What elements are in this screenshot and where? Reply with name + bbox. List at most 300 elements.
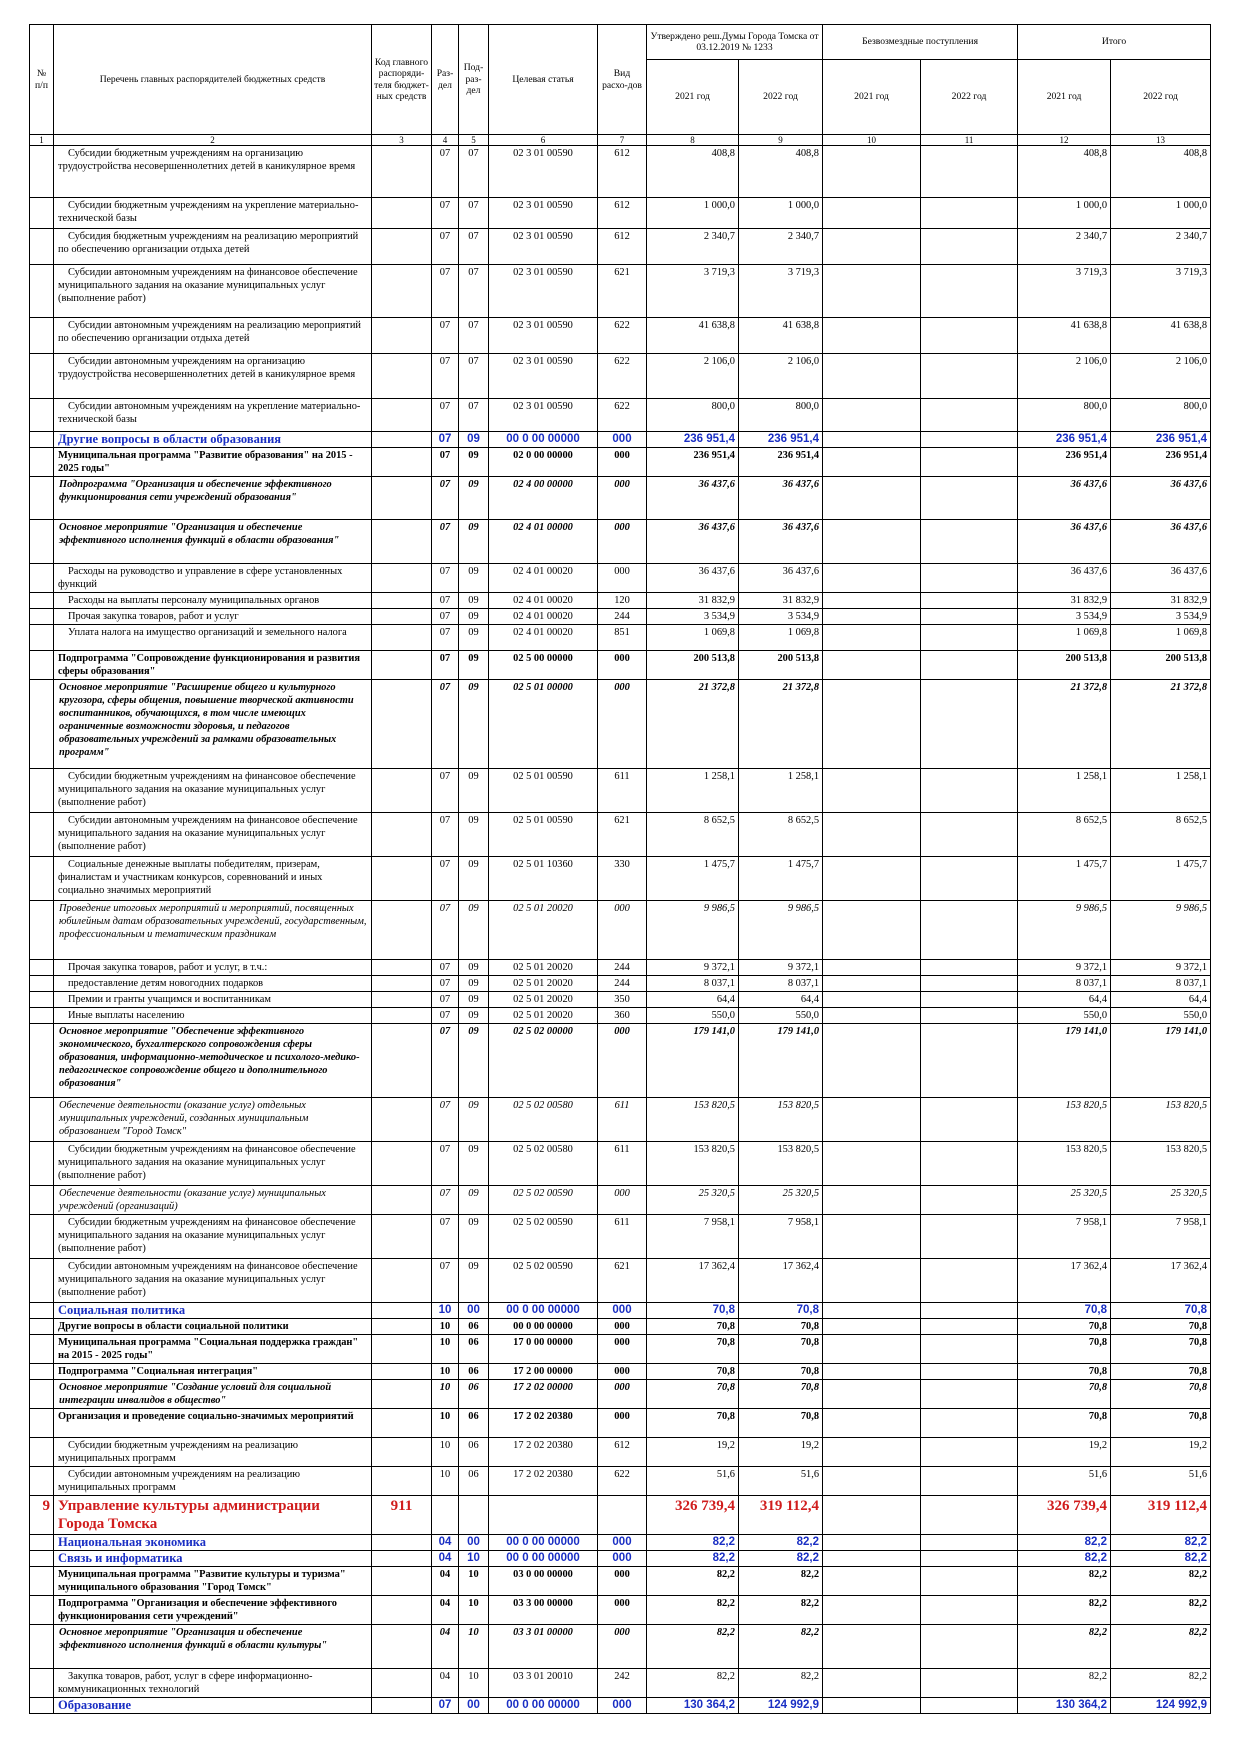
row-gratis-2022: [921, 1496, 1018, 1535]
row-target: 02 4 01 00020: [489, 625, 598, 651]
row-vid: 244: [598, 960, 647, 976]
row-total-2021: 7 958,1: [1018, 1215, 1111, 1259]
row-approved-2022: 31 832,9: [739, 593, 823, 609]
row-razdel: 07: [432, 265, 459, 318]
row-razdel: 07: [432, 1008, 459, 1024]
row-razdel: 07: [432, 318, 459, 354]
row-approved-2021: 550,0: [647, 1008, 739, 1024]
row-name: Субсидии автономным учреждениям на организацию трудоустройства несовершеннолетних детей в каникулярное время: [54, 354, 372, 399]
row-gratis-2022: [921, 1698, 1018, 1714]
row-razdel: 07: [432, 857, 459, 901]
row-podrazdel: 10: [459, 1596, 489, 1625]
row-target: 03 3 01 00000: [489, 1625, 598, 1669]
row-name: Расходы на выплаты персоналу муниципальных органов: [54, 593, 372, 609]
row-gratis-2022: [921, 680, 1018, 769]
row-approved-2022: 236 951,4: [739, 432, 823, 448]
row-target: [489, 1496, 598, 1535]
row-code: [372, 146, 432, 198]
row-name: Субсидии автономным учреждениям на реализацию муниципальных программ: [54, 1467, 372, 1496]
row-code: [372, 399, 432, 432]
row-num: [30, 1551, 54, 1567]
row-approved-2022: 70,8: [739, 1319, 823, 1335]
row-num: [30, 564, 54, 593]
row-razdel: 07: [432, 354, 459, 399]
row-approved-2022: 17 362,4: [739, 1259, 823, 1303]
row-name: Муниципальная программа "Социальная поддержка граждан" на 2015 - 2025 годы": [54, 1335, 372, 1364]
row-total-2022: 550,0: [1111, 1008, 1211, 1024]
row-code: [372, 520, 432, 564]
row-code: [372, 593, 432, 609]
row-gratis-2021: [823, 354, 921, 399]
row-name: Субсидии бюджетным учреждениям на финансовое обеспечение муниципального задания на оказание муниципальных услуг (выполнение работ): [54, 769, 372, 813]
row-code: [372, 1535, 432, 1551]
row-gratis-2022: [921, 1215, 1018, 1259]
row-gratis-2021: [823, 1409, 921, 1438]
header-approved-2022: 2022 год: [739, 60, 823, 135]
row-gratis-2021: [823, 520, 921, 564]
row-total-2021: 236 951,4: [1018, 432, 1111, 448]
table-row: [30, 651, 1211, 680]
row-num: [30, 146, 54, 198]
row-gratis-2021: [823, 1364, 921, 1380]
table-row: [30, 593, 1211, 609]
row-total-2022: 319 112,4: [1111, 1496, 1211, 1535]
row-num: [30, 1380, 54, 1409]
row-gratis-2022: [921, 1303, 1018, 1319]
row-num: [30, 1215, 54, 1259]
row-name: Проведение итоговых мероприятий и мероприятий, посвященных юбилейным датам образовательных учреждений, государственным, профессиональным и тематическим праздникам: [54, 901, 372, 960]
row-name: Субсидия бюджетным учреждениям на реализацию мероприятий по обеспечению организации отдыха детей: [54, 229, 372, 265]
row-total-2021: 70,8: [1018, 1303, 1111, 1319]
col-number: 1: [30, 135, 54, 146]
row-gratis-2021: [823, 448, 921, 477]
row-razdel: 04: [432, 1551, 459, 1567]
row-target: 02 5 02 00000: [489, 1024, 598, 1098]
row-total-2022: 17 362,4: [1111, 1259, 1211, 1303]
row-approved-2022: 82,2: [739, 1625, 823, 1669]
row-approved-2022: 82,2: [739, 1535, 823, 1551]
row-total-2022: 1 000,0: [1111, 198, 1211, 229]
row-num: [30, 432, 54, 448]
row-gratis-2022: [921, 901, 1018, 960]
row-approved-2021: 25 320,5: [647, 1186, 739, 1215]
row-total-2022: 51,6: [1111, 1467, 1211, 1496]
row-vid: 622: [598, 399, 647, 432]
row-podrazdel: 09: [459, 520, 489, 564]
row-total-2021: 82,2: [1018, 1596, 1111, 1625]
row-razdel: 07: [432, 813, 459, 857]
row-podrazdel: 09: [459, 1215, 489, 1259]
row-vid: 000: [598, 1303, 647, 1319]
table-row: [30, 1380, 1211, 1409]
row-name: Муниципальная программа "Развитие культуры и туризма" муниципального образования "Город Томск": [54, 1567, 372, 1596]
row-razdel: 04: [432, 1669, 459, 1698]
row-gratis-2022: [921, 1142, 1018, 1186]
row-code: [372, 1698, 432, 1714]
row-total-2022: 200 513,8: [1111, 651, 1211, 680]
row-target: 02 4 01 00020: [489, 593, 598, 609]
row-podrazdel: 09: [459, 651, 489, 680]
row-approved-2021: 153 820,5: [647, 1098, 739, 1142]
row-razdel: 07: [432, 432, 459, 448]
row-approved-2022: 1 000,0: [739, 198, 823, 229]
row-vid: 000: [598, 477, 647, 520]
row-total-2021: 800,0: [1018, 399, 1111, 432]
row-razdel: 10: [432, 1467, 459, 1496]
row-approved-2021: 408,8: [647, 146, 739, 198]
row-podrazdel: 09: [459, 609, 489, 625]
row-podrazdel: 06: [459, 1467, 489, 1496]
budget-sheet: [29, 24, 1210, 1714]
table-row: [30, 813, 1211, 857]
row-gratis-2021: [823, 1303, 921, 1319]
row-total-2022: 82,2: [1111, 1596, 1211, 1625]
row-vid: 000: [598, 448, 647, 477]
table-row: [30, 432, 1211, 448]
row-name: Субсидии бюджетным учреждениям на финансовое обеспечение муниципального задания на оказание муниципальных услуг (выполнение работ): [54, 1142, 372, 1186]
row-code: [372, 1098, 432, 1142]
row-total-2021: 179 141,0: [1018, 1024, 1111, 1098]
row-name: Основное мероприятие "Расширение общего и культурного кругозора, сферы общения, повышение творческой активности воспитанников, обучающихся, в том числе имеющих ограниченные возможности здоровья, и педагогов образовательных учреждений за рамками образовательных программ": [54, 680, 372, 769]
row-num: [30, 1008, 54, 1024]
row-approved-2021: 1 475,7: [647, 857, 739, 901]
row-gratis-2021: [823, 146, 921, 198]
table-row: [30, 354, 1211, 399]
row-total-2021: 36 437,6: [1018, 520, 1111, 564]
row-vid: 851: [598, 625, 647, 651]
row-gratis-2022: [921, 318, 1018, 354]
row-total-2022: 2 340,7: [1111, 229, 1211, 265]
row-podrazdel: 06: [459, 1335, 489, 1364]
row-name: Подпрограмма "Организация и обеспечение эффективного функционирования сети учреждений образования": [54, 477, 372, 520]
row-target: 02 0 00 00000: [489, 448, 598, 477]
row-razdel: 10: [432, 1335, 459, 1364]
row-approved-2021: 70,8: [647, 1303, 739, 1319]
row-podrazdel: 09: [459, 1098, 489, 1142]
header-total: Итого: [1018, 25, 1211, 60]
row-target: 17 2 02 20380: [489, 1438, 598, 1467]
row-podrazdel: 09: [459, 477, 489, 520]
row-vid: 622: [598, 354, 647, 399]
row-approved-2022: 124 992,9: [739, 1698, 823, 1714]
row-gratis-2022: [921, 520, 1018, 564]
row-total-2021: 70,8: [1018, 1335, 1111, 1364]
table-row: [30, 1467, 1211, 1496]
row-code: [372, 976, 432, 992]
table-row: [30, 564, 1211, 593]
table-row: [30, 1024, 1211, 1098]
table-row: [30, 769, 1211, 813]
row-razdel: 07: [432, 1698, 459, 1714]
row-name: Закупка товаров, работ, услуг в сфере информационно-коммуникационных технологий: [54, 1669, 372, 1698]
row-approved-2022: 153 820,5: [739, 1098, 823, 1142]
row-approved-2021: 70,8: [647, 1380, 739, 1409]
row-gratis-2021: [823, 680, 921, 769]
row-approved-2022: 51,6: [739, 1467, 823, 1496]
row-target: 02 3 01 00590: [489, 146, 598, 198]
row-gratis-2022: [921, 1098, 1018, 1142]
row-code: [372, 1380, 432, 1409]
row-podrazdel: 09: [459, 976, 489, 992]
row-total-2022: 408,8: [1111, 146, 1211, 198]
table-row: [30, 1303, 1211, 1319]
row-gratis-2022: [921, 1335, 1018, 1364]
row-num: [30, 960, 54, 976]
row-gratis-2022: [921, 813, 1018, 857]
table-row: [30, 1409, 1211, 1438]
row-gratis-2022: [921, 992, 1018, 1008]
header-num: № п/п: [30, 25, 54, 135]
row-code: [372, 769, 432, 813]
row-total-2021: 200 513,8: [1018, 651, 1111, 680]
header-name: Перечень главных распорядителей бюджетных средств: [54, 25, 372, 135]
row-code: [372, 354, 432, 399]
table-row: [30, 625, 1211, 651]
row-num: [30, 625, 54, 651]
row-approved-2022: 8 652,5: [739, 813, 823, 857]
row-gratis-2021: [823, 265, 921, 318]
row-vid: 622: [598, 318, 647, 354]
row-approved-2021: 1 069,8: [647, 625, 739, 651]
row-podrazdel: 07: [459, 399, 489, 432]
row-total-2022: 82,2: [1111, 1669, 1211, 1698]
row-gratis-2022: [921, 1364, 1018, 1380]
row-gratis-2022: [921, 229, 1018, 265]
row-vid: 611: [598, 1215, 647, 1259]
row-total-2022: 70,8: [1111, 1364, 1211, 1380]
row-num: [30, 1467, 54, 1496]
row-target: 02 5 01 10360: [489, 857, 598, 901]
table-row: [30, 1259, 1211, 1303]
row-target: 02 5 02 00590: [489, 1215, 598, 1259]
row-approved-2022: 36 437,6: [739, 477, 823, 520]
table-row: [30, 399, 1211, 432]
row-total-2021: 70,8: [1018, 1380, 1111, 1409]
row-gratis-2021: [823, 399, 921, 432]
row-approved-2022: 70,8: [739, 1303, 823, 1319]
row-name: Управление культуры администрации Города Томска: [54, 1496, 372, 1535]
row-target: 02 5 02 00590: [489, 1259, 598, 1303]
row-razdel: 10: [432, 1438, 459, 1467]
col-number: 11: [921, 135, 1018, 146]
row-approved-2022: 9 986,5: [739, 901, 823, 960]
col-number: 3: [372, 135, 432, 146]
row-code: [372, 1215, 432, 1259]
row-approved-2021: 31 832,9: [647, 593, 739, 609]
row-total-2021: 153 820,5: [1018, 1142, 1111, 1186]
table-row: [30, 477, 1211, 520]
row-num: [30, 1409, 54, 1438]
row-gratis-2021: [823, 901, 921, 960]
row-total-2022: 3 719,3: [1111, 265, 1211, 318]
row-approved-2022: 2 340,7: [739, 229, 823, 265]
row-gratis-2021: [823, 564, 921, 593]
col-number: 13: [1111, 135, 1211, 146]
row-total-2021: 130 364,2: [1018, 1698, 1111, 1714]
table-row: [30, 265, 1211, 318]
header-total-2022: 2022 год: [1111, 60, 1211, 135]
row-vid: 000: [598, 680, 647, 769]
row-code: [372, 1438, 432, 1467]
row-total-2021: 21 372,8: [1018, 680, 1111, 769]
row-razdel: 04: [432, 1596, 459, 1625]
header-gratis: Безвозмездные поступления: [823, 25, 1018, 60]
row-target: 02 4 01 00020: [489, 564, 598, 593]
row-code: [372, 1625, 432, 1669]
row-approved-2022: 70,8: [739, 1409, 823, 1438]
row-total-2022: 82,2: [1111, 1551, 1211, 1567]
row-razdel: [432, 1496, 459, 1535]
row-target: 02 3 01 00590: [489, 198, 598, 229]
row-target: 03 3 00 00000: [489, 1596, 598, 1625]
row-approved-2022: 3 534,9: [739, 609, 823, 625]
row-razdel: 07: [432, 564, 459, 593]
row-approved-2021: 9 986,5: [647, 901, 739, 960]
row-vid: [598, 1496, 647, 1535]
row-total-2022: 9 372,1: [1111, 960, 1211, 976]
row-razdel: 07: [432, 1259, 459, 1303]
row-name: Субсидии бюджетным учреждениям на реализацию муниципальных программ: [54, 1438, 372, 1467]
row-vid: 000: [598, 1409, 647, 1438]
table-row: [30, 1596, 1211, 1625]
row-target: 03 3 01 20010: [489, 1669, 598, 1698]
row-num: [30, 651, 54, 680]
row-razdel: 04: [432, 1567, 459, 1596]
row-target: 02 5 01 00000: [489, 680, 598, 769]
row-podrazdel: 09: [459, 1186, 489, 1215]
row-name: Премии и гранты учащимся и воспитанникам: [54, 992, 372, 1008]
row-total-2022: 70,8: [1111, 1319, 1211, 1335]
row-num: [30, 399, 54, 432]
row-razdel: 07: [432, 1024, 459, 1098]
row-total-2022: 70,8: [1111, 1303, 1211, 1319]
row-approved-2022: 82,2: [739, 1551, 823, 1567]
row-gratis-2022: [921, 448, 1018, 477]
row-num: [30, 1567, 54, 1596]
row-vid: 622: [598, 1467, 647, 1496]
row-vid: 360: [598, 1008, 647, 1024]
row-code: [372, 1024, 432, 1098]
row-approved-2022: 1 258,1: [739, 769, 823, 813]
row-gratis-2022: [921, 1567, 1018, 1596]
table-row: [30, 520, 1211, 564]
row-code: [372, 1567, 432, 1596]
row-podrazdel: 09: [459, 901, 489, 960]
row-approved-2022: 70,8: [739, 1380, 823, 1409]
row-code: [372, 564, 432, 593]
row-razdel: 07: [432, 146, 459, 198]
row-name: Субсидии автономным учреждениям на укрепление материально-технической базы: [54, 399, 372, 432]
row-total-2022: 8 037,1: [1111, 976, 1211, 992]
col-number: 7: [598, 135, 647, 146]
row-podrazdel: 10: [459, 1625, 489, 1669]
row-total-2022: 64,4: [1111, 992, 1211, 1008]
row-target: 02 3 01 00590: [489, 318, 598, 354]
col-number: 12: [1018, 135, 1111, 146]
row-approved-2021: 1 000,0: [647, 198, 739, 229]
row-total-2021: 82,2: [1018, 1669, 1111, 1698]
row-code: [372, 1467, 432, 1496]
row-name: Обеспечение деятельности (оказание услуг) муниципальных учреждений (организаций): [54, 1186, 372, 1215]
header-approved-2021: 2021 год: [647, 60, 739, 135]
row-total-2021: 70,8: [1018, 1409, 1111, 1438]
row-razdel: 07: [432, 520, 459, 564]
row-approved-2022: 200 513,8: [739, 651, 823, 680]
row-podrazdel: 09: [459, 960, 489, 976]
row-razdel: 07: [432, 769, 459, 813]
row-gratis-2022: [921, 651, 1018, 680]
row-target: 17 2 02 00000: [489, 1380, 598, 1409]
row-vid: 000: [598, 1596, 647, 1625]
row-vid: 242: [598, 1669, 647, 1698]
row-approved-2021: 70,8: [647, 1364, 739, 1380]
row-approved-2022: 70,8: [739, 1364, 823, 1380]
row-approved-2021: 1 258,1: [647, 769, 739, 813]
row-num: [30, 1698, 54, 1714]
row-code: [372, 477, 432, 520]
table-row: [30, 609, 1211, 625]
table-row: [30, 1625, 1211, 1669]
row-total-2022: 70,8: [1111, 1409, 1211, 1438]
row-razdel: 07: [432, 198, 459, 229]
table-row: [30, 1186, 1211, 1215]
row-razdel: 07: [432, 1215, 459, 1259]
row-target: 00 0 00 00000: [489, 432, 598, 448]
row-approved-2021: 326 739,4: [647, 1496, 739, 1535]
row-code: [372, 1142, 432, 1186]
row-name: Образование: [54, 1698, 372, 1714]
row-total-2022: 236 951,4: [1111, 432, 1211, 448]
row-razdel: 07: [432, 901, 459, 960]
row-podrazdel: 06: [459, 1364, 489, 1380]
row-razdel: 07: [432, 229, 459, 265]
row-approved-2022: 41 638,8: [739, 318, 823, 354]
row-gratis-2021: [823, 1142, 921, 1186]
row-razdel: 10: [432, 1319, 459, 1335]
row-approved-2022: 25 320,5: [739, 1186, 823, 1215]
row-num: [30, 1259, 54, 1303]
table-row: [30, 1551, 1211, 1567]
col-number: 6: [489, 135, 598, 146]
row-num: [30, 1303, 54, 1319]
row-total-2021: 36 437,6: [1018, 477, 1111, 520]
row-vid: 612: [598, 1438, 647, 1467]
row-gratis-2021: [823, 1567, 921, 1596]
row-total-2021: 9 372,1: [1018, 960, 1111, 976]
row-gratis-2021: [823, 1698, 921, 1714]
row-gratis-2021: [823, 477, 921, 520]
row-approved-2021: 17 362,4: [647, 1259, 739, 1303]
row-approved-2022: 82,2: [739, 1567, 823, 1596]
row-total-2021: 82,2: [1018, 1625, 1111, 1669]
row-gratis-2022: [921, 1024, 1018, 1098]
row-code: [372, 1319, 432, 1335]
row-approved-2021: 130 364,2: [647, 1698, 739, 1714]
row-approved-2022: 319 112,4: [739, 1496, 823, 1535]
row-name: Связь и информатика: [54, 1551, 372, 1567]
col-number: 2: [54, 135, 372, 146]
row-razdel: 10: [432, 1380, 459, 1409]
row-code: [372, 1335, 432, 1364]
row-podrazdel: 09: [459, 448, 489, 477]
row-approved-2021: 2 106,0: [647, 354, 739, 399]
row-name: Обеспечение деятельности (оказание услуг) отдельных муниципальных учреждений, созданных муниципальным образованием "Город Томск": [54, 1098, 372, 1142]
row-razdel: 04: [432, 1625, 459, 1669]
row-approved-2021: 200 513,8: [647, 651, 739, 680]
row-name: Основное мероприятие "Создание условий для социальной интеграции инвалидов в общество": [54, 1380, 372, 1409]
row-target: 02 5 01 20020: [489, 901, 598, 960]
row-total-2022: 153 820,5: [1111, 1098, 1211, 1142]
